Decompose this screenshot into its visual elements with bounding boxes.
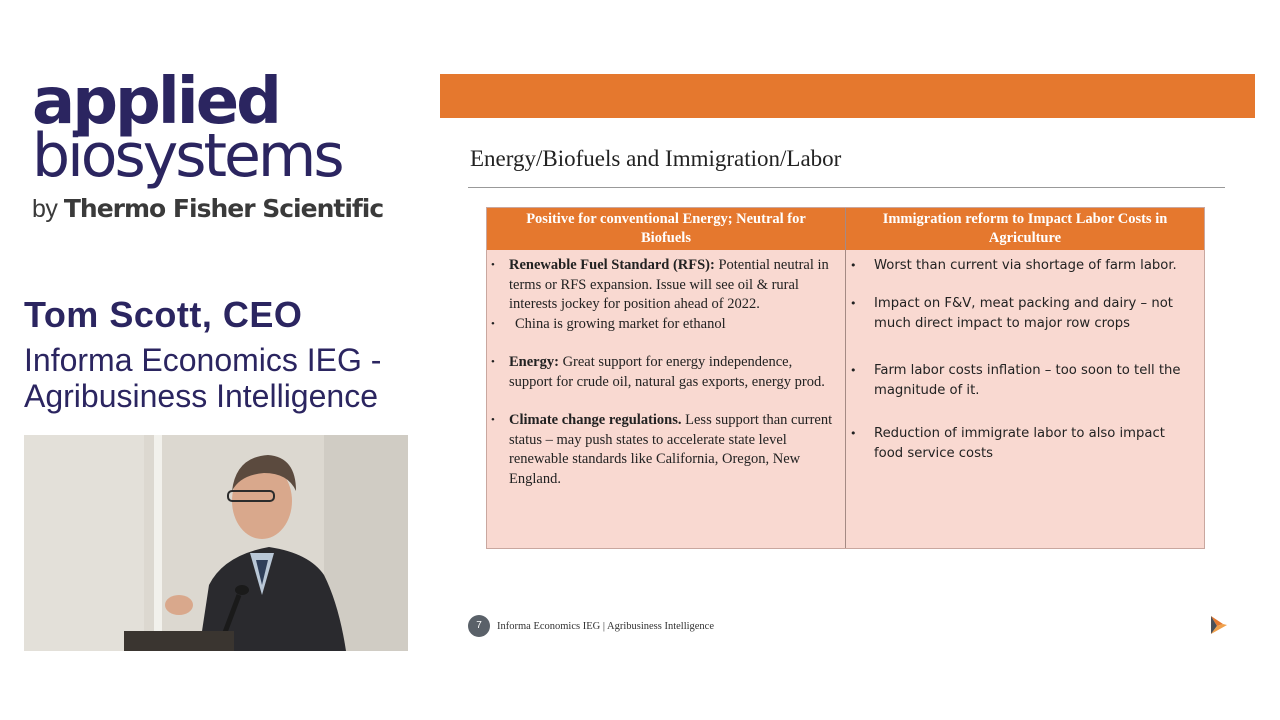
logo-byline (32, 194, 383, 224)
list-item (487, 256, 839, 315)
podium (124, 631, 234, 651)
immigration-column-cell (846, 250, 1204, 548)
item-bold-label: Renewable Fuel Standard (RFS): (509, 257, 715, 273)
comparison-table (486, 207, 1205, 549)
item-text: Great support for energy independence, support for crude oil, natural gas exports, energy prod. (509, 354, 825, 390)
logo-line-applied: applied (32, 65, 279, 139)
list-item (487, 315, 839, 335)
list-item (487, 353, 839, 392)
applied-biosystems-logo (32, 65, 384, 224)
list-item (487, 411, 839, 489)
speaker-org-line1: Informa Economics IEG - (24, 342, 382, 378)
speaker-video-frame (24, 435, 408, 651)
list-item: • Impact on F&V, meat packing and dairy – not much direct impact to major row crops (846, 294, 1198, 334)
list-item: • Worst than current via shortage of farm labor. (846, 256, 1198, 276)
slide-title: Energy/Biofuels and Immigration/Labor (470, 146, 842, 171)
slide-header-bar (440, 74, 1255, 118)
item-bold-label: Climate change regulations. (509, 412, 682, 428)
presentation-slide (440, 74, 1255, 652)
item-text: Potential neutral in terms or RFS expansion. Issue will see oil & rural interests jockey for position ahead of 2022. (509, 257, 829, 312)
logo-line-biosystems: biosystems (32, 121, 342, 191)
item-text: Less support than current status – may push states to accelerate state level renewable standards like California, Oregon, New England. (509, 412, 833, 487)
list-item: • Farm labor costs inflation – too soon to tell the magnitude of it. (846, 361, 1198, 401)
speaker-org-line2: Agribusiness Intelligence (24, 378, 378, 414)
speaker-name: Tom Scott, CEO (24, 294, 303, 335)
energy-column-cell (487, 250, 845, 548)
item-bold-label: Energy: (509, 354, 559, 370)
page-number-badge: 7 (468, 615, 490, 637)
speaker-video[interactable] (24, 435, 408, 651)
logo-by: by (32, 195, 58, 223)
speaker-organization (24, 342, 381, 414)
footer-text: Informa Economics IEG | Agribusiness Intelligence (497, 620, 715, 632)
column-header-energy: Positive for conventional Energy; Neutral for Biofuels (487, 208, 845, 250)
item-text: China is growing market for ethanol (515, 315, 726, 332)
play-chevron-logo-icon (1207, 613, 1231, 637)
logo-company: Thermo Fisher Scientific (63, 194, 384, 223)
list-item: • Reduction of immigrate labor to also impact food service costs (846, 424, 1198, 464)
title-divider (468, 187, 1225, 188)
column-header-immigration: Immigration reform to Impact Labor Costs in Agriculture (846, 208, 1204, 250)
slide-footer (468, 615, 714, 637)
column-divider (845, 208, 846, 548)
